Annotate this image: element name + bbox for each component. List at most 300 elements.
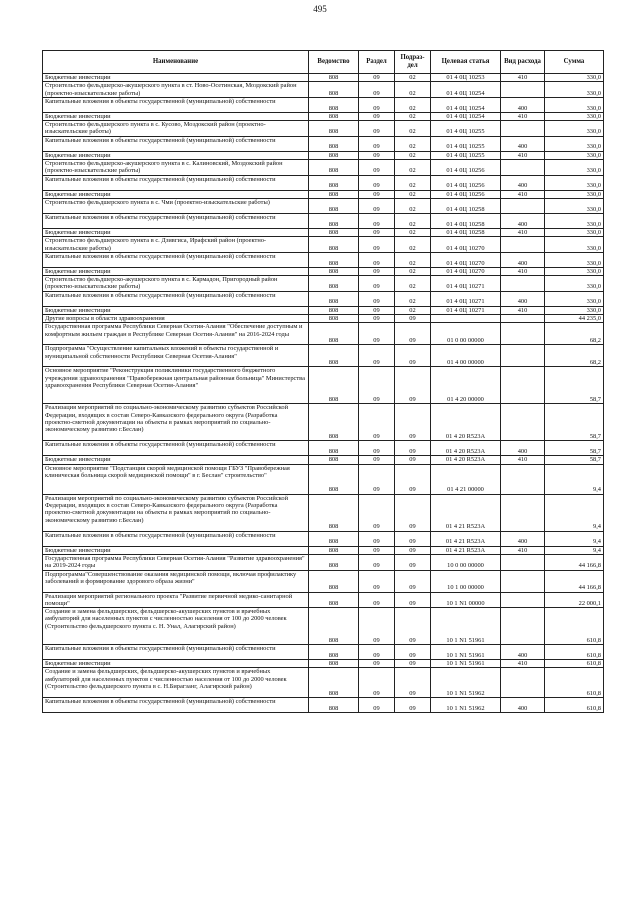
row-podrazdel: 09 xyxy=(395,531,431,546)
row-expense-type xyxy=(501,592,545,608)
row-target-article: 01 4 0Ц 10255 xyxy=(431,121,501,137)
table-row xyxy=(43,112,604,120)
row-podrazdel: 02 xyxy=(395,228,431,236)
table-row xyxy=(43,345,604,367)
row-vedomstvo: 808 xyxy=(309,112,359,120)
row-target-article: 01 4 20 R523А xyxy=(431,404,501,441)
row-sum: 330,0 xyxy=(545,306,604,314)
row-podrazdel: 02 xyxy=(395,190,431,198)
table-row xyxy=(43,237,604,253)
row-razdel: 09 xyxy=(359,668,395,698)
row-sum: 68,2 xyxy=(545,323,604,345)
row-name: Капитальные вложения в объекты государственной (муниципальной) собственности xyxy=(43,698,309,713)
row-target-article: 01 4 21 R523А xyxy=(431,531,501,546)
row-podrazdel: 09 xyxy=(395,367,431,404)
table-row xyxy=(43,494,604,531)
table-row xyxy=(43,74,604,82)
row-podrazdel: 02 xyxy=(395,160,431,176)
row-expense-type: 410 xyxy=(501,112,545,120)
row-expense-type: 410 xyxy=(501,190,545,198)
row-sum: 44 166,8 xyxy=(545,554,604,570)
row-name: Государственная программа Республики Северная Осетия-Алания "Развитие здравоохранения" на 2019-2024 годы xyxy=(43,554,309,570)
row-podrazdel: 02 xyxy=(395,276,431,292)
row-name: Капитальные вложения в объекты государственной (муниципальной) собственности xyxy=(43,531,309,546)
row-expense-type xyxy=(501,494,545,531)
row-sum: 610,8 xyxy=(545,645,604,660)
row-podrazdel: 02 xyxy=(395,213,431,228)
row-vedomstvo: 808 xyxy=(309,660,359,668)
row-razdel: 09 xyxy=(359,592,395,608)
header-razdel: Раздел xyxy=(359,51,395,74)
row-expense-type xyxy=(501,404,545,441)
row-podrazdel: 02 xyxy=(395,136,431,151)
row-razdel: 09 xyxy=(359,267,395,275)
row-target-article: 10 1 N1 51962 xyxy=(431,698,501,713)
row-name: Государственная программа Республики Северная Осетия-Алания "Обеспечение доступным и комфортным жильем граждан в Республике Северная Осетия-Алания" на 2016-2024 годы xyxy=(43,323,309,345)
row-sum: 330,0 xyxy=(545,160,604,176)
row-razdel: 09 xyxy=(359,97,395,112)
row-sum: 330,0 xyxy=(545,237,604,253)
row-podrazdel: 09 xyxy=(395,660,431,668)
row-target-article: 01 4 0Ц 10256 xyxy=(431,190,501,198)
table-row xyxy=(43,660,604,668)
row-name: Создание и замена фельдшерских, фельдшерско-акушерских пунктов и врачебных амбулаторий для населенных пунктов с численностью населения от 100 до 2000 человек (Строительство фельдшерского пункта в с. Н.Бирагзанг, Алагирский район) xyxy=(43,668,309,698)
row-name: Строительство фельдшерского пункта в с. Кусово, Моздокский район (проектно-изыскательские работы) xyxy=(43,121,309,137)
table-row xyxy=(43,198,604,213)
row-vedomstvo: 808 xyxy=(309,441,359,456)
row-expense-type xyxy=(501,82,545,98)
row-name: Бюджетные инвестиции xyxy=(43,267,309,275)
table-row xyxy=(43,276,604,292)
row-expense-type xyxy=(501,121,545,137)
header-expense-type: Вид расхода xyxy=(501,51,545,74)
row-vedomstvo: 808 xyxy=(309,554,359,570)
row-sum: 58,7 xyxy=(545,456,604,464)
row-target-article: 01 4 0Ц 10270 xyxy=(431,267,501,275)
row-vedomstvo: 808 xyxy=(309,494,359,531)
row-name: Бюджетные инвестиции xyxy=(43,228,309,236)
row-target-article: 01 4 0Ц 10271 xyxy=(431,306,501,314)
row-podrazdel: 02 xyxy=(395,237,431,253)
row-expense-type: 410 xyxy=(501,151,545,159)
row-target-article: 10 1 00 00000 xyxy=(431,570,501,592)
row-vedomstvo: 808 xyxy=(309,74,359,82)
row-name: Капитальные вложения в объекты государственной (муниципальной) собственности xyxy=(43,291,309,306)
row-vedomstvo: 808 xyxy=(309,121,359,137)
row-sum: 610,8 xyxy=(545,608,604,645)
row-name: Подпрограмма "Осуществление капитальных вложений в объекты государственной и муниципальной собственности Республики Северная Осетия-Алания" xyxy=(43,345,309,367)
row-razdel: 09 xyxy=(359,112,395,120)
row-expense-type xyxy=(501,276,545,292)
row-name: Создание и замена фельдшерских, фельдшерско-акушерских пунктов и врачебных амбулаторий для населенных пунктов с численностью населения от 100 до 2000 человек (Строительство фельдшерского пункта с. Н. Унал, Алагирский район) xyxy=(43,608,309,645)
table-row xyxy=(43,291,604,306)
row-expense-type xyxy=(501,464,545,494)
row-razdel: 09 xyxy=(359,136,395,151)
row-vedomstvo: 808 xyxy=(309,345,359,367)
row-sum: 330,0 xyxy=(545,252,604,267)
row-razdel: 09 xyxy=(359,531,395,546)
row-podrazdel: 09 xyxy=(395,592,431,608)
row-target-article: 10 1 N1 51961 xyxy=(431,608,501,645)
row-expense-type: 410 xyxy=(501,546,545,554)
row-expense-type: 410 xyxy=(501,228,545,236)
row-sum: 58,7 xyxy=(545,367,604,404)
header-podrazdel: Подраз-дел xyxy=(395,51,431,74)
row-razdel: 09 xyxy=(359,698,395,713)
row-razdel: 09 xyxy=(359,323,395,345)
row-razdel: 09 xyxy=(359,494,395,531)
row-expense-type: 400 xyxy=(501,291,545,306)
row-expense-type xyxy=(501,570,545,592)
row-name: Строительство фельдшерского пункта в с. Дзивгиса, Ирафский район (проектно-изыскательские работы) xyxy=(43,237,309,253)
row-vedomstvo: 808 xyxy=(309,570,359,592)
row-vedomstvo: 808 xyxy=(309,252,359,267)
row-name: Подпрограмма"Совершенствование оказания медицинской помощи, включая профилактику заболеваний и формирование здорового образа жизни" xyxy=(43,570,309,592)
row-podrazdel: 02 xyxy=(395,175,431,190)
row-razdel: 09 xyxy=(359,404,395,441)
page-number: 495 xyxy=(313,4,327,14)
row-expense-type: 400 xyxy=(501,175,545,190)
row-razdel: 09 xyxy=(359,441,395,456)
row-target-article xyxy=(431,315,501,323)
row-target-article: 01 4 0Ц 10255 xyxy=(431,136,501,151)
row-target-article: 01 4 20 00000 xyxy=(431,367,501,404)
row-sum: 22 000,1 xyxy=(545,592,604,608)
row-expense-type: 410 xyxy=(501,74,545,82)
row-target-article: 10 0 00 00000 xyxy=(431,554,501,570)
row-target-article: 01 4 0Ц 10270 xyxy=(431,252,501,267)
row-podrazdel: 02 xyxy=(395,82,431,98)
row-sum: 330,0 xyxy=(545,121,604,137)
row-razdel: 09 xyxy=(359,121,395,137)
row-podrazdel: 09 xyxy=(395,456,431,464)
table-row xyxy=(43,323,604,345)
table-row xyxy=(43,367,604,404)
row-razdel: 09 xyxy=(359,464,395,494)
row-expense-type xyxy=(501,668,545,698)
header-name: Наименование xyxy=(43,51,309,74)
row-razdel: 09 xyxy=(359,608,395,645)
row-razdel: 09 xyxy=(359,306,395,314)
table-row xyxy=(43,252,604,267)
row-name: Бюджетные инвестиции xyxy=(43,151,309,159)
row-sum: 330,0 xyxy=(545,112,604,120)
row-podrazdel: 09 xyxy=(395,608,431,645)
row-name: Реализация мероприятий по социально-экономическому развитию субъектов Российской Федерации, входящих в состав Северо-Кавказского федерального округа (Разработка проектно-сметной документации на объекты в рамках мероприятий по социально-экономическому развитию г.Беслан) xyxy=(43,494,309,531)
row-name: Другие вопросы в области здравоохранения xyxy=(43,315,309,323)
row-name: Капитальные вложения в объекты государственной (муниципальной) собственности xyxy=(43,97,309,112)
row-target-article: 01 4 0Ц 10256 xyxy=(431,175,501,190)
table-row xyxy=(43,315,604,323)
table-row xyxy=(43,645,604,660)
row-expense-type xyxy=(501,367,545,404)
row-name: Реализация мероприятий по социально-экономическому развитию субъектов Российской Федерации, входящих в состав Северо-Кавказского федерального округа (Разработка проектно-сметной документации на объекты в рамках мероприятий по социально-экономическому развитию г.Беслан) xyxy=(43,404,309,441)
row-name: Капитальные вложения в объекты государственной (муниципальной) собственности xyxy=(43,136,309,151)
row-vedomstvo: 808 xyxy=(309,668,359,698)
row-podrazdel: 09 xyxy=(395,570,431,592)
row-razdel: 09 xyxy=(359,645,395,660)
table-header-row xyxy=(43,51,604,74)
row-razdel: 09 xyxy=(359,570,395,592)
row-vedomstvo: 808 xyxy=(309,404,359,441)
row-vedomstvo: 808 xyxy=(309,82,359,98)
row-target-article: 01 4 0Ц 10255 xyxy=(431,151,501,159)
row-expense-type xyxy=(501,323,545,345)
row-sum: 330,0 xyxy=(545,198,604,213)
row-razdel: 09 xyxy=(359,276,395,292)
row-vedomstvo: 808 xyxy=(309,190,359,198)
row-vedomstvo: 808 xyxy=(309,237,359,253)
row-podrazdel: 02 xyxy=(395,151,431,159)
row-target-article: 01 4 0Ц 10254 xyxy=(431,112,501,120)
row-expense-type: 410 xyxy=(501,267,545,275)
row-vedomstvo: 808 xyxy=(309,367,359,404)
table-row xyxy=(43,464,604,494)
row-target-article: 01 4 0Ц 10258 xyxy=(431,213,501,228)
row-expense-type xyxy=(501,345,545,367)
table-row xyxy=(43,151,604,159)
row-sum: 610,8 xyxy=(545,698,604,713)
table-row xyxy=(43,546,604,554)
row-podrazdel: 02 xyxy=(395,121,431,137)
row-target-article: 01 4 20 R523А xyxy=(431,441,501,456)
row-podrazdel: 02 xyxy=(395,74,431,82)
row-razdel: 09 xyxy=(359,237,395,253)
row-target-article: 01 4 21 R523А xyxy=(431,494,501,531)
row-razdel: 09 xyxy=(359,228,395,236)
row-sum: 44 166,8 xyxy=(545,570,604,592)
row-sum: 9,4 xyxy=(545,546,604,554)
row-podrazdel: 09 xyxy=(395,546,431,554)
row-razdel: 09 xyxy=(359,252,395,267)
row-vedomstvo: 808 xyxy=(309,291,359,306)
row-sum: 58,7 xyxy=(545,404,604,441)
row-name: Бюджетные инвестиции xyxy=(43,112,309,120)
row-vedomstvo: 808 xyxy=(309,228,359,236)
row-vedomstvo: 808 xyxy=(309,531,359,546)
header-sum: Сумма xyxy=(545,51,604,74)
row-sum: 58,7 xyxy=(545,441,604,456)
row-name: Бюджетные инвестиции xyxy=(43,546,309,554)
row-razdel: 09 xyxy=(359,660,395,668)
row-sum: 330,0 xyxy=(545,97,604,112)
row-podrazdel: 02 xyxy=(395,198,431,213)
row-sum: 330,0 xyxy=(545,267,604,275)
row-vedomstvo: 808 xyxy=(309,608,359,645)
row-sum: 330,0 xyxy=(545,276,604,292)
row-podrazdel: 02 xyxy=(395,291,431,306)
row-target-article: 01 4 0Ц 10271 xyxy=(431,276,501,292)
row-podrazdel: 09 xyxy=(395,441,431,456)
row-vedomstvo: 808 xyxy=(309,213,359,228)
row-vedomstvo: 808 xyxy=(309,306,359,314)
row-name: Бюджетные инвестиции xyxy=(43,190,309,198)
row-vedomstvo: 808 xyxy=(309,267,359,275)
row-vedomstvo: 808 xyxy=(309,464,359,494)
table-row xyxy=(43,306,604,314)
row-razdel: 09 xyxy=(359,554,395,570)
row-razdel: 09 xyxy=(359,151,395,159)
row-vedomstvo: 808 xyxy=(309,456,359,464)
row-name: Бюджетные инвестиции xyxy=(43,660,309,668)
row-expense-type: 400 xyxy=(501,213,545,228)
row-expense-type: 400 xyxy=(501,698,545,713)
table-row xyxy=(43,190,604,198)
row-name: Строительство фельдшерского пункта в с. Чми (проектно-изыскательские работы) xyxy=(43,198,309,213)
row-vedomstvo: 808 xyxy=(309,276,359,292)
row-target-article: 01 4 0Ц 10258 xyxy=(431,228,501,236)
row-podrazdel: 09 xyxy=(395,645,431,660)
row-target-article: 01 4 0Ц 10254 xyxy=(431,97,501,112)
row-vedomstvo: 808 xyxy=(309,198,359,213)
row-sum: 330,0 xyxy=(545,190,604,198)
table-row xyxy=(43,97,604,112)
row-expense-type: 400 xyxy=(501,645,545,660)
row-sum: 330,0 xyxy=(545,74,604,82)
row-name: Капитальные вложения в объекты государственной (муниципальной) собственности xyxy=(43,213,309,228)
header-vedomstvo: Ведомство xyxy=(309,51,359,74)
table-row xyxy=(43,175,604,190)
row-expense-type: 400 xyxy=(501,97,545,112)
row-vedomstvo: 808 xyxy=(309,136,359,151)
row-target-article: 01 4 21 R523А xyxy=(431,546,501,554)
row-name: Реализация мероприятий регионального проекта "Развитие первичной медико-санитарной помощи" xyxy=(43,592,309,608)
row-razdel: 09 xyxy=(359,546,395,554)
row-target-article: 01 4 21 00000 xyxy=(431,464,501,494)
row-expense-type: 400 xyxy=(501,441,545,456)
table-row xyxy=(43,82,604,98)
row-target-article: 10 1 N1 00000 xyxy=(431,592,501,608)
row-razdel: 09 xyxy=(359,82,395,98)
row-name: Капитальные вложения в объекты государственной (муниципальной) собственности xyxy=(43,645,309,660)
row-vedomstvo: 808 xyxy=(309,97,359,112)
row-sum: 44 235,0 xyxy=(545,315,604,323)
table-row xyxy=(43,456,604,464)
row-podrazdel: 02 xyxy=(395,267,431,275)
row-vedomstvo: 808 xyxy=(309,592,359,608)
row-name: Основное мероприятие "Подстанция скорой медицинской помощи ГБУЗ "Правобережная клиническая больница скорой медицинской помощи" в г. Беслан" строительство" xyxy=(43,464,309,494)
row-sum: 9,4 xyxy=(545,494,604,531)
row-target-article: 01 0 00 00000 xyxy=(431,323,501,345)
table-row xyxy=(43,267,604,275)
row-razdel: 09 xyxy=(359,315,395,323)
row-name: Строительство фельдшерско-акушерского пункта в ст. Ново-Осетинская, Моздокский район (проектно-изыскательские работы) xyxy=(43,82,309,98)
row-vedomstvo: 808 xyxy=(309,698,359,713)
row-razdel: 09 xyxy=(359,367,395,404)
row-target-article: 10 1 N1 51961 xyxy=(431,660,501,668)
row-expense-type xyxy=(501,237,545,253)
table-row xyxy=(43,404,604,441)
row-podrazdel: 02 xyxy=(395,306,431,314)
row-expense-type: 410 xyxy=(501,306,545,314)
table-row xyxy=(43,441,604,456)
table-row xyxy=(43,608,604,645)
row-expense-type: 410 xyxy=(501,660,545,668)
row-podrazdel: 02 xyxy=(395,112,431,120)
row-sum: 9,4 xyxy=(545,464,604,494)
row-name: Бюджетные инвестиции xyxy=(43,306,309,314)
table-row xyxy=(43,554,604,570)
row-sum: 330,0 xyxy=(545,175,604,190)
row-podrazdel: 09 xyxy=(395,698,431,713)
row-target-article: 10 1 N1 51961 xyxy=(431,645,501,660)
row-name: Строительство фельдшерско-акушерского пункта в с. Кармадон, Пригородный район (проектно-изыскательские работы) xyxy=(43,276,309,292)
row-razdel: 09 xyxy=(359,74,395,82)
row-razdel: 09 xyxy=(359,190,395,198)
row-podrazdel: 09 xyxy=(395,315,431,323)
row-expense-type xyxy=(501,198,545,213)
table-row xyxy=(43,592,604,608)
row-target-article: 01 4 0Ц 10258 xyxy=(431,198,501,213)
row-podrazdel: 09 xyxy=(395,345,431,367)
table-row xyxy=(43,228,604,236)
row-razdel: 09 xyxy=(359,213,395,228)
row-vedomstvo: 808 xyxy=(309,151,359,159)
row-name: Основное мероприятие "Реконструкция поликлиники государственного бюджетного учреждения здравоохранения "Правобережная центральная районная больница" Министерства здравоохранения Республики Северная Осетия-Алания" xyxy=(43,367,309,404)
row-razdel: 09 xyxy=(359,175,395,190)
header-target-article: Целевая статья xyxy=(431,51,501,74)
table-row xyxy=(43,160,604,176)
row-vedomstvo: 808 xyxy=(309,175,359,190)
budget-table xyxy=(42,50,604,713)
row-name: Капитальные вложения в объекты государственной (муниципальной) собственности xyxy=(43,441,309,456)
row-expense-type xyxy=(501,608,545,645)
row-name: Бюджетные инвестиции xyxy=(43,74,309,82)
row-podrazdel: 02 xyxy=(395,252,431,267)
row-name: Бюджетные инвестиции xyxy=(43,456,309,464)
row-target-article: 01 4 0Ц 10254 xyxy=(431,82,501,98)
row-name: Строительство фельдшерско-акушерского пункта в с. Калиновский, Моздокский район (проектно-изыскательские работы) xyxy=(43,160,309,176)
row-target-article: 10 1 N1 51962 xyxy=(431,668,501,698)
row-vedomstvo: 808 xyxy=(309,160,359,176)
row-podrazdel: 09 xyxy=(395,323,431,345)
row-target-article: 01 4 00 00000 xyxy=(431,345,501,367)
row-target-article: 01 4 20 R523А xyxy=(431,456,501,464)
row-razdel: 09 xyxy=(359,198,395,213)
table-row xyxy=(43,668,604,698)
row-razdel: 09 xyxy=(359,291,395,306)
table-row xyxy=(43,213,604,228)
row-expense-type xyxy=(501,160,545,176)
row-name: Капитальные вложения в объекты государственной (муниципальной) собственности xyxy=(43,175,309,190)
row-podrazdel: 09 xyxy=(395,668,431,698)
row-razdel: 09 xyxy=(359,456,395,464)
row-vedomstvo: 808 xyxy=(309,315,359,323)
row-sum: 9,4 xyxy=(545,531,604,546)
row-sum: 330,0 xyxy=(545,291,604,306)
row-podrazdel: 09 xyxy=(395,404,431,441)
row-sum: 330,0 xyxy=(545,213,604,228)
table-row xyxy=(43,570,604,592)
row-expense-type xyxy=(501,315,545,323)
row-vedomstvo: 808 xyxy=(309,546,359,554)
row-sum: 330,0 xyxy=(545,136,604,151)
row-vedomstvo: 808 xyxy=(309,323,359,345)
row-expense-type: 410 xyxy=(501,456,545,464)
row-sum: 330,0 xyxy=(545,228,604,236)
row-razdel: 09 xyxy=(359,345,395,367)
row-expense-type xyxy=(501,554,545,570)
table-row xyxy=(43,698,604,713)
row-target-article: 01 4 0Ц 10270 xyxy=(431,237,501,253)
row-vedomstvo: 808 xyxy=(309,645,359,660)
row-sum: 330,0 xyxy=(545,151,604,159)
row-razdel: 09 xyxy=(359,160,395,176)
row-podrazdel: 09 xyxy=(395,464,431,494)
row-sum: 330,0 xyxy=(545,82,604,98)
row-name: Капитальные вложения в объекты государственной (муниципальной) собственности xyxy=(43,252,309,267)
row-sum: 68,2 xyxy=(545,345,604,367)
